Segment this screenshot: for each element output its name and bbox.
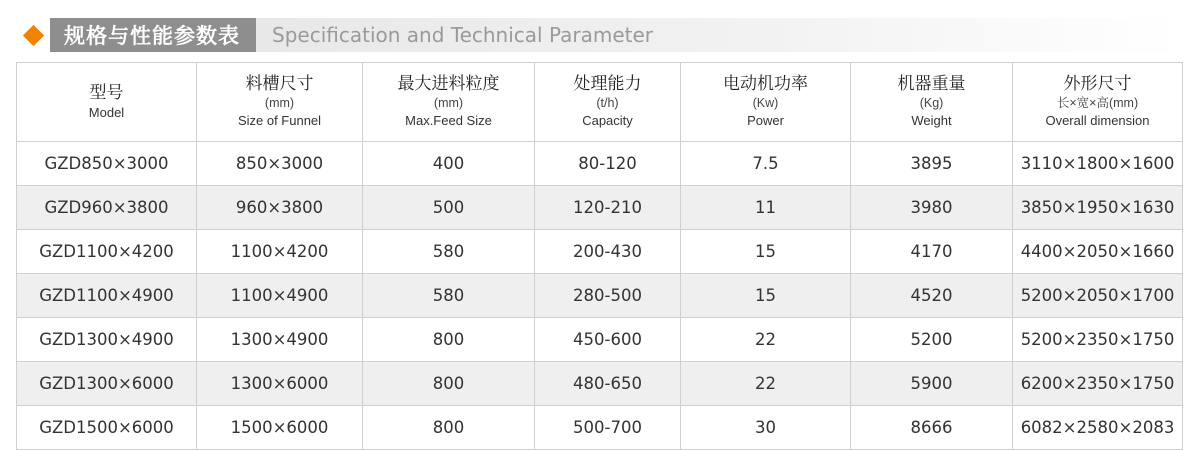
cell-max-feed-size: 800 — [363, 362, 535, 406]
cell-power: 22 — [681, 318, 851, 362]
cell-overall-dimension: 6200×2350×1750 — [1013, 362, 1183, 406]
cell-size-of-funnel: 850×3000 — [197, 142, 363, 186]
cell-overall-dimension: 3110×1800×1600 — [1013, 142, 1183, 186]
column-header-overall-dimension — [1013, 63, 1183, 142]
section-title-cn: 规格与性能参数表 — [50, 18, 256, 52]
column-header-cn: 料槽尺寸 — [245, 74, 314, 95]
table-row — [17, 362, 1183, 406]
column-header-unit: (Kw) — [752, 96, 779, 111]
column-header-unit: (mm) — [433, 96, 464, 111]
column-header-en: Weight — [911, 113, 952, 129]
diamond-icon — [16, 18, 50, 52]
section-header — [16, 18, 1182, 52]
column-header-cn: 处理能力 — [573, 74, 642, 95]
column-header-size-of-funnel — [197, 63, 363, 142]
column-header-en: Model — [88, 104, 125, 120]
column-header-en: Power — [747, 113, 784, 129]
cell-weight: 3980 — [851, 186, 1013, 230]
column-header-cn: 外形尺寸 — [1063, 74, 1132, 95]
cell-power: 11 — [681, 186, 851, 230]
cell-size-of-funnel: 1500×6000 — [197, 406, 363, 450]
spec-table — [16, 62, 1183, 450]
cell-weight: 3895 — [851, 142, 1013, 186]
table-row — [17, 406, 1183, 450]
table-row — [17, 274, 1183, 318]
cell-weight: 5900 — [851, 362, 1013, 406]
cell-model: GZD960×3800 — [17, 186, 197, 230]
section-title-en: Specification and Technical Parameter — [256, 18, 1182, 52]
cell-max-feed-size: 580 — [363, 274, 535, 318]
table-row — [17, 318, 1183, 362]
column-header-cn: 型号 — [89, 82, 124, 103]
cell-overall-dimension: 4400×2050×1660 — [1013, 230, 1183, 274]
cell-size-of-funnel: 1100×4200 — [197, 230, 363, 274]
column-header-unit: (mm) — [264, 96, 295, 111]
table-row — [17, 230, 1183, 274]
cell-capacity: 500-700 — [535, 406, 681, 450]
column-header-unit: 长×宽×高(mm) — [1056, 96, 1139, 111]
cell-capacity: 120-210 — [535, 186, 681, 230]
cell-overall-dimension: 5200×2050×1700 — [1013, 274, 1183, 318]
cell-weight: 8666 — [851, 406, 1013, 450]
table-row — [17, 186, 1183, 230]
column-header-capacity — [535, 63, 681, 142]
cell-capacity: 450-600 — [535, 318, 681, 362]
cell-power: 22 — [681, 362, 851, 406]
column-header-model — [17, 63, 197, 142]
column-header-max-feed-size — [363, 63, 535, 142]
column-header-cn: 机器重量 — [897, 74, 966, 95]
column-header-en: Max.Feed Size — [405, 113, 492, 129]
column-header-en: Size of Funnel — [237, 113, 322, 129]
cell-power: 30 — [681, 406, 851, 450]
table-body — [17, 142, 1183, 450]
cell-capacity: 480-650 — [535, 362, 681, 406]
cell-weight: 4520 — [851, 274, 1013, 318]
cell-weight: 4170 — [851, 230, 1013, 274]
cell-model: GZD1100×4900 — [17, 274, 197, 318]
cell-max-feed-size: 500 — [363, 186, 535, 230]
cell-size-of-funnel: 960×3800 — [197, 186, 363, 230]
cell-max-feed-size: 400 — [363, 142, 535, 186]
spec-table-container — [16, 62, 1182, 450]
cell-overall-dimension: 3850×1950×1630 — [1013, 186, 1183, 230]
column-header-weight — [851, 63, 1013, 142]
column-header-cn: 电动机功率 — [723, 74, 808, 95]
cell-weight: 5200 — [851, 318, 1013, 362]
column-header-power — [681, 63, 851, 142]
cell-size-of-funnel: 1300×6000 — [197, 362, 363, 406]
cell-max-feed-size: 800 — [363, 318, 535, 362]
cell-power: 7.5 — [681, 142, 851, 186]
cell-size-of-funnel: 1300×4900 — [197, 318, 363, 362]
table-head — [17, 63, 1183, 142]
cell-max-feed-size: 580 — [363, 230, 535, 274]
table-row — [17, 142, 1183, 186]
cell-model: GZD850×3000 — [17, 142, 197, 186]
cell-capacity: 280-500 — [535, 274, 681, 318]
cell-power: 15 — [681, 274, 851, 318]
cell-model: GZD1500×6000 — [17, 406, 197, 450]
column-header-cn: 最大进料粒度 — [397, 74, 500, 95]
cell-model: GZD1300×6000 — [17, 362, 197, 406]
cell-power: 15 — [681, 230, 851, 274]
cell-max-feed-size: 800 — [363, 406, 535, 450]
cell-capacity: 80-120 — [535, 142, 681, 186]
cell-model: GZD1300×4900 — [17, 318, 197, 362]
cell-overall-dimension: 6082×2580×2083 — [1013, 406, 1183, 450]
column-header-en: Overall dimension — [1045, 113, 1150, 129]
cell-size-of-funnel: 1100×4900 — [197, 274, 363, 318]
cell-capacity: 200-430 — [535, 230, 681, 274]
column-header-unit: (t/h) — [596, 96, 619, 111]
header-row — [17, 63, 1183, 142]
column-header-unit: (Kg) — [919, 96, 944, 111]
cell-model: GZD1100×4200 — [17, 230, 197, 274]
column-header-en: Capacity — [582, 113, 633, 129]
cell-overall-dimension: 5200×2350×1750 — [1013, 318, 1183, 362]
diamond-shape — [22, 24, 43, 45]
